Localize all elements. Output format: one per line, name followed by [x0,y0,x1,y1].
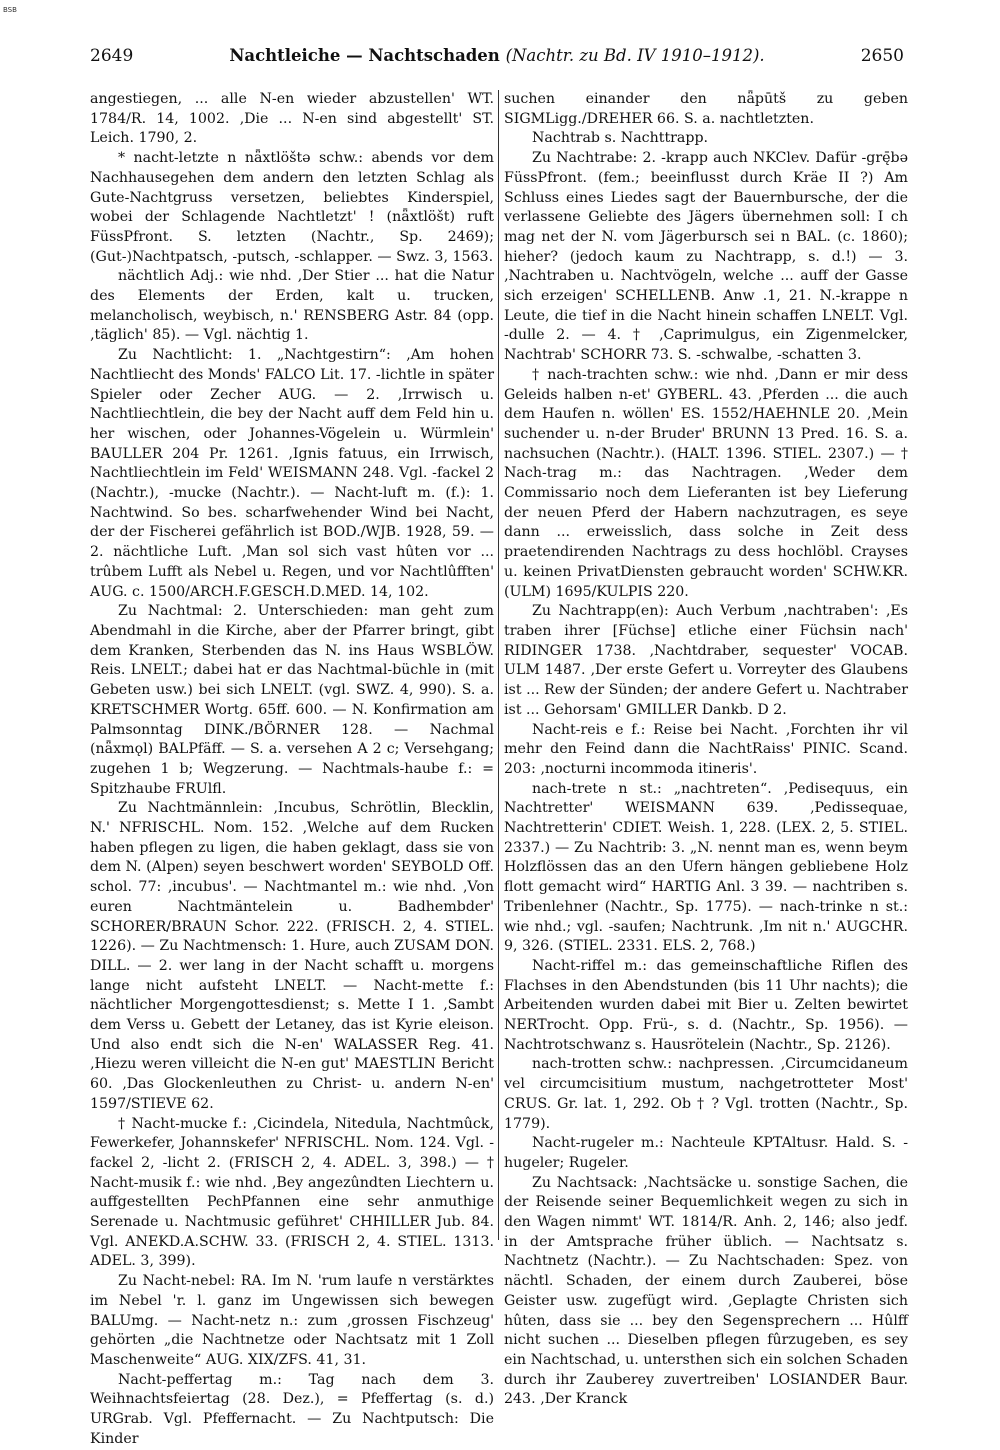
entry-paragraph: Nacht-peffertag m.: Tag nach dem 3. Weihnachtsfeiertag (28. Dez.), = Pfeffertag (s. d.) URGrab. Vgl. Pfeffernacht. — Zu Nachtputsch: Die Kinder [90,1371,494,1447]
entry-paragraph: Zu Nachtrabe: 2. -krapp auch NKClev. Dafür -grę̄bə FüssPfront. (fem.; beeinflusst durch Kräe II ?) Am Schluss eines Liedes sagt der Bauernbursche, der die verlassene Geliebte des Jägers übernehmen soll: I ch mag net der N. vom Jägerbursch sei n BAL. (c. 1860); hieher? (jedoch kaum zu Nachtrapp, s. d.!) — 3. ‚Nachtraben u. Nachtvögeln, welche ... auff der Gasse sich erzeigen' SCHELLENB. Anw .1, 21. N.-krappe n Leute, die tief in die Nacht hinein schaffen LNELT. Vgl. -dulle 2. — 4. † ‚Caprimulgus, ein Zigenmelcker, Nachtrab' SCHORR 73. S. -schwalbe, -schatten 3. [504,150,908,364]
corner-label: BSB [3,6,17,14]
entry-paragraph: Zu Nachtmännlein: ‚Incubus, Schrötlin, Blecklin, N.' NFRISCHL. Nom. 152. ‚Welche auf dem Rucken haben pflegen zu ligen, die haben geklagt, dass sie von dem N. (Alpen) seyen beschwert worden' SEYBOLD Off. schol. 77: ‚incubus'. — Nachtmantel m.: wie nhd. ‚Von euren Nachtmäntelein u. Badhembder' SCHORER/BRAUN Schor. 222. (FRISCH. 2, 4. STIEL. 1226). — Zu Nachtmensch: 1. Hure, auch ZUSAM DON. DILL. — 2. wer lang in der Nacht schafft u. morgens lange nicht aufsteht LNELT. — Nacht-mette f.: nächtlicher Morgengottesdienst; s. Mette I 1. ‚Sambt dem Verss u. Gebett der Letaney, das ist Kyrie eleison. Und also endt sich die N-en' WALASSER Reg. 41. ‚Hiezu weren villeicht die N-en gut' MAESTLIN Bericht 60. ‚Das Glockenleuthen zu Christ- u. andern N-en' 1597/STIEVE 62. [90,800,494,1112]
entry-paragraph: Zu Nachtmal: 2. Unterschieden: man geht zum Abendmahl in die Kirche, aber der Pfarrer bringt, gibt dem Kranken, Sterbenden das N. ins Haus WSBLÖW. Reis. LNELT.; dabei hat er das Nachtmal-büchle in (mit Gebeten usw.) bei sich LNELT. (vgl. SWZ. 4, 990). S. a. KRETSCHMER Wortg. 65ff. 600. — N. Konfirmation am Palmsonntag DINK./BÖRNER 128. — Nachmal (nǟxmǫl) BALPfäff. — S. a. versehen A 2 c; Versehgang; zugehen 1 b; Wegzerung. — Nachtmals-haube f.: = Spitzhaube FRUlfl. [90,603,494,797]
entry-paragraph: † Nacht-mucke f.: ‚Cicindela, Nitedula, Nachtmûck, Fewerkefer, Johannskefer' NFRISCHL. Nom. 124. Vgl. -fackel 2, -licht 2. (FRISCH 2, 4. ADEL. 3, 398.) — † Nacht-musik f.: wie nhd. ‚Bey angezûndten Liechtern u. auffgestellten PechPfannen eine sehr anmuthige Serenade u. Nachtmusic geführet' CHHILLER Jub. 84. Vgl. ANEKD.A.SCHW. 33. (FRISCH 2, 4. STIEL. 1313. ADEL. 3, 399). [90,1115,494,1270]
running-title-subtitle: (Nachtr. zu Bd. IV 1910–1912). [505,46,765,65]
entry-paragraph: nach-trotten schw.: nachpressen. ‚Circumcidaneum vel circumcisitium mustum, nachgetrotteter Most' CRUS. Gr. lat. 1, 292. Ob † ? Vgl. trotten (Nachtr., Sp. 1779). [504,1056,908,1132]
entry-paragraph: angestiegen, ... alle N-en wieder abzustellen' WT. 1784/R. 14, 1002. ‚Die ... N-en sind abgestellt' ST. Leich. 1790, 2. [90,91,494,147]
entry-paragraph: Zu Nacht-nebel: RA. Im N. 'rum laufe n verstärktes im Nebel 'r. l. ganz im Ungewissen sich bewegen BALUmg. — Nacht-netz n.: zum ‚grossen Fischzeug' gehörten „die Nachtnetze oder Nachtsatz mit 1 Zoll Maschenweite“ AUG. XIX/ZFS. 41, 31. [90,1273,494,1368]
entry-paragraph: * nacht-letzte n nǟxtlöštə schw.: abends vor dem Nachhausegehen dem andern den letzten Schlag als Gute-Nachtgruss versetzen, beliebtes Kinderspiel, wobei der Schlagende Nachtletzt' ! (nǟxtlöšt) ruft FüssPfront. S. letzten (Nachtr., Sp. 2469); (Gut-)Nachtpatsch, -putsch, -schlapper. — Swz. 3, 1563. [90,150,494,265]
entry-paragraph: Nacht-reis e f.: Reise bei Nacht. ‚Forchten ihr vil mehr den Feind dann die NachtRaiss' PINIC. Scand. 203: ‚nocturni incommoda itineris'. [504,721,908,777]
page-number-right: 2650 [860,46,904,66]
entry-paragraph: Zu Nachtrapp(en): Auch Verbum ‚nachtraben': ‚Es traben ihrer [Füchse] etliche einer Füchsin nach' RIDINGER 1738. ‚Nachtdraber, sequester' VOCAB. ULM 1487. ‚Der erste Gefert u. Vorreyter des Glaubens ist ... Rew der Sünden; der andere Gefert u. Nachtraber ist ... Gehorsam' GMILLER Dankb. D 2. [504,603,908,718]
entry-paragraph: nächtlich Adj.: wie nhd. ‚Der Stier ... hat die Natur des Elements der Erden, kalt u. trucken, melancholisch, weybisch, n.' RENSBERG Astr. 84 (opp. ‚täglich' 85). — Vgl. nächtig 1. [90,268,494,344]
entry-paragraph: Nacht-rugeler m.: Nachteule KPTAltusr. Hald. S. -hugeler; Rugeler. [504,1135,908,1171]
page-header [90,46,904,68]
column-rule [498,90,499,1240]
page-number-left: 2649 [90,46,134,66]
running-title-main: Nachtleiche — Nachtschaden [229,46,500,65]
entry-paragraph: suchen einander den nǟpūtš zu geben SIGMLigg./DREHER 66. S. a. nachtletzten. [504,91,908,127]
right-column [504,90,908,1408]
entry-paragraph: † nach-trachten schw.: wie nhd. ‚Dann er mir dess Geleids halben n-et' GYBERL. 43. ‚Pferden ... die auch dem Haufen n. wöllen' ES. 1552/HAEHNLE 20. ‚Mein suchender u. n-der Bruder' BRUNN 13 Pred. 16. S. a. nachsuchen (Nachtr.). (HALT. 1396. STIEL. 2307.) — † Nach-trag m.: das Nachtragen. ‚Weder dem Commissario noch dem Lieferanten ist bey Lieferung der neuen Pferd der Habern nachzutragen, es seye dann ... erweisslich, dass solche in Zeit dess praetendirenden Nachtrags zu dess hochlöbl. Crayses u. keinen PrivatDiensten gebraucht worden' SCHW.KR. (ULM) 1695/KULPIS 220. [504,366,908,600]
running-title [90,46,904,65]
entry-paragraph: Nacht-riffel m.: das gemeinschaftliche Riflen des Flachses in den Abendstunden (bis 11 Uhr nachts); die Arbeitenden wurden dabei mit Bier u. Zelten bewirtet NERTrocht. Opp. Frü-, s. d. (Nachtr., Sp. 1956). — Nachtrotschwanz s. Hausrötelein (Nachtr., Sp. 2126). [504,957,908,1053]
entry-paragraph: Nachtrab s. Nachttrapp. [532,130,709,147]
left-column [90,90,494,1447]
entry-paragraph: Zu Nachtlicht: 1. „Nachtgestirn“: ‚Am hohen Nachtliecht des Monds' FALCO Lit. 17. -lichtle in später Spieler oder Zecher AUG. — 2. ‚Irrwisch u. Nachtliechtlein, die bey der Nacht auff dem Feld hin u. her wischen, oder Johannes-Vögelein u. Würmlein' BAULLER 204 Pr. 1261. ‚Ignis fatuus, ein Irrwisch, Nachtliechtlein im Feld' WEISMANN 248. Vgl. -fackel 2 (Nachtr.), -mucke (Nachtr.). — Nacht-luft m. (f.): 1. Nachtwind. So bes. scharfwehender Wind bei Nacht, der der Fischerei gefährlich ist BOD./WJB. 1928, 59. — 2. nächtliche Luft. ‚Man sol sich vast hûten vor ... trûbem Lufft als Nebel u. Regen, und vor Nachtlûfften' AUG. c. 1500/ARCH.F.GESCH.D.MED. 14, 102. [90,347,494,600]
entry-paragraph: Zu Nachtsack: ‚Nachtsäcke u. sonstige Sachen, die der Reisende seiner Bequemlichkeit wegen zu sich in den Wagen nimmt' WT. 1814/R. Anh. 2, 146; also jedf. in der Amtsprache früher üblich. — Nachtsatz s. Nachtnetz (Nachtr.). — Zu Nachtschaden: Spez. von nächtl. Schaden, der einem durch Zauberei, böse Geister usw. zugefügt wird. ‚Geplagte Christen sich hûten, dass sie ... bey den Segensprechern ... Hûlff nicht suchen ... Dieselben pflegen fûrzugeben, es sey ein Nachtschad, u. untersthen sich ein solchen Schaden durch ihr Zauberey zuvertreiben' LOSIANDER Baur. 243. ‚Der Kranck [504,1174,908,1408]
entry-paragraph: nach-trete n st.: „nachtreten“. ‚Pedisequus, ein Nachtretter' WEISMANN 639. ‚Pedissequae, Nachtretterin' CDIET. Weish. 1, 228. (LEX. 2, 5. STIEL. 2337.) — Zu Nachtrib: 3. „N. nennt man es, wenn beym Holzflössen das an den Ufern hängen gebliebene Holz flott gemacht wird“ HARTIG Anl. 3 39. — nachtriben s. Tribenlehner (Nachtr., Sp. 1775). — nach-trinke n st.: wie nhd.; vgl. -saufen; Nachtrunk. ‚Im nit n.' AUGCHR. 9, 326. (STIEL. 2331. ELS. 2, 768.) [504,780,908,955]
